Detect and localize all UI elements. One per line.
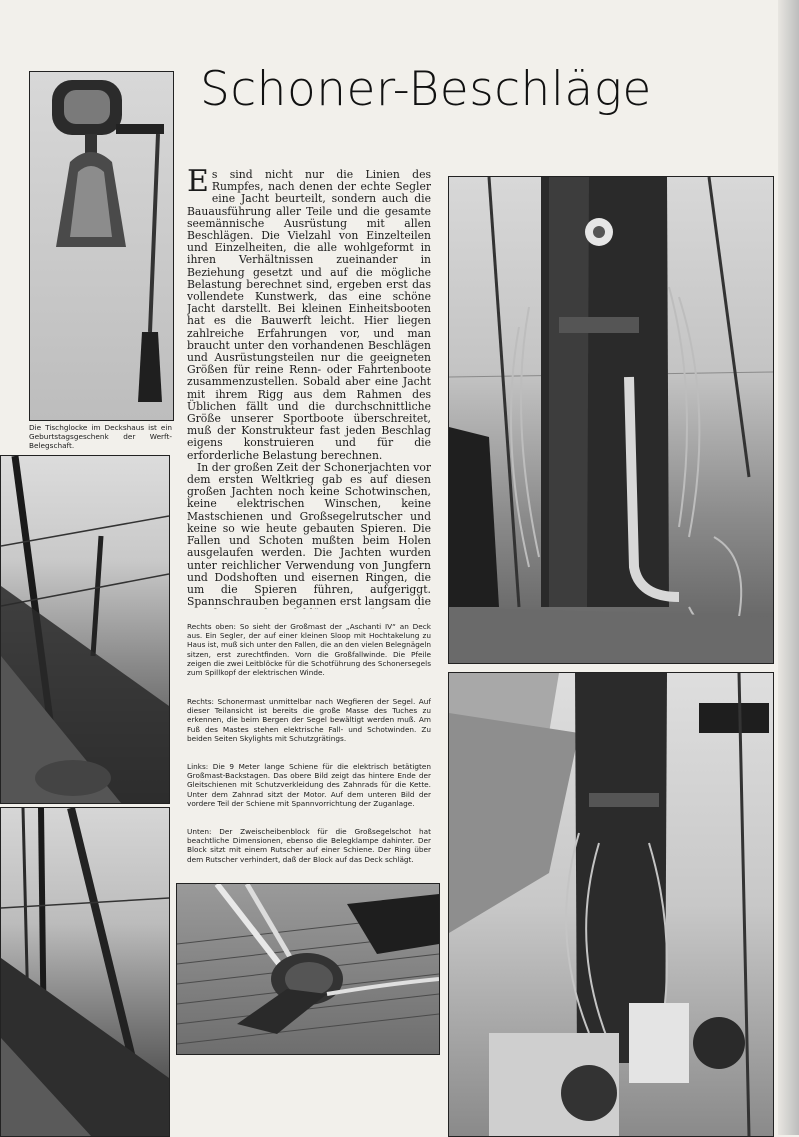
- rail-photo-upper: [0, 455, 170, 804]
- page-title: Schoner-Beschläge: [200, 62, 652, 117]
- caption-links: Links: Die 9 Meter lange Schiene für die elektrisch betätigten Großmast-Backstagen. Das obere Bild zeigt das hintere Ende der Gleitschienen mit Schutzverkleidung des Zahnrads für die Kette. Unter dem Zahnrad sitzt der Motor. Auf dem unteren Bild der vordere Teil der Schiene mit Spannvorrichtung der Zuganlage.: [187, 762, 431, 808]
- mast-photo-bottom: [448, 672, 774, 1137]
- page-edge: [778, 0, 799, 1135]
- mast-photo-top: [448, 176, 774, 664]
- bell-caption: Die Tischglocke im Deckshaus ist ein Geburtstagsgeschenk der Werft-Belegschaft.: [29, 423, 172, 451]
- caption-unten: Unten: Der Zweischeibenblock für die Großsegelschot hat beachtliche Dimensionen, ebenso die Belegklampe dahinter. Der Block sitzt mit einem Rutscher auf einer Schiene. Der Ring über dem Rutscher verhindert, daß der Block auf das Deck schlägt.: [187, 827, 431, 864]
- caption-rechts-oben: Rechts oben: So sieht der Großmast der „Aschanti IV“ an Deck aus. Ein Segler, der auf einer kleinen Sloop mit Hochtakelung zu Haus ist, muß sich unter den Fallen, die an den vielen Belegnägeln sitzen, erst zurechtfinden. Vorn die Großfallwinde. Die Pfeile zeigen die zwei Leitblöcke für die Schotführung des Schonersegels zum Spillkopf der elektrischen Winde.: [187, 622, 431, 678]
- rail-photo-lower: [0, 807, 170, 1137]
- bell-photo: [29, 71, 174, 421]
- article-paragraph: In der großen Zeit der Schonerjachten vor dem ersten Weltkrieg gab es auf diesen großen Jachten noch keine Schotwinschen, keine elektrischen Winschen, keine Mastschienen und Großsegelrutscher und keine so wie heute gebauten Spieren. Die Fallen und Schoten mußten beim Holen ausgelaufen werden. Die Jachten wurden unter reichlicher Verwendung von Jungfern und Dodshoften und eisernen Ringen, die um die Spieren führen, aufgeriggt. Spannschrauben begannen erst langsam die: [187, 460, 431, 609]
- block-photo: [176, 883, 440, 1055]
- caption-rechts: Rechts: Schonermast unmittelbar nach Wegfieren der Segel. Auf dieser Teilansicht ist bereits die große Masse des Tuches zu erkennen, die beim Bergen der Segel bewältigt werden muß. Am Fuß des Mastes stehen elektrische Fall- und Schotwinden. Zu beiden Seiten Skylights mit Schutzgrätings.: [187, 697, 431, 743]
- article-paragraph: s sind nicht nur die Linien des Rumpfes, nach denen der echte Segler eine Jacht beurteilt, sondern auch die Bauausführung aller Teile und die gesamte seemännische Ausrüstung mit allen Beschlägen. Die Vielzahl von Einzelteilen und Einzelheiten, die alle wohlgeformt in ihren Verhältnissen zueinander in Beziehung gesetzt und auf die mögliche Belastung berechnet sind, ergeben erst das vollendete Kunstwerk, das eine schöne Jacht darstellt. Bei kleinen Einheitsbooten hat es die Bauwerft leicht. Hier liegen zahlreiche Erfahrungen vor, und man braucht unter den vorhandenen Beschlägen und Ausrüstungsteilen nur die geeigneten Größen für reine Renn- oder Fahrtenboote zusammenzustellen. Sobald aber eine Jacht mit ihrem Rigg aus dem Rahmen des Üblichen fällt und die durchschnittliche Größe unserer Sportboote überschreitet, muß der Konstrukteur fast jeden Beschlag eigens konstruieren und für die erforderliche Belastung berechnen.: [187, 169, 431, 462]
- drop-cap: E: [187, 169, 209, 199]
- article-body: [187, 169, 431, 609]
